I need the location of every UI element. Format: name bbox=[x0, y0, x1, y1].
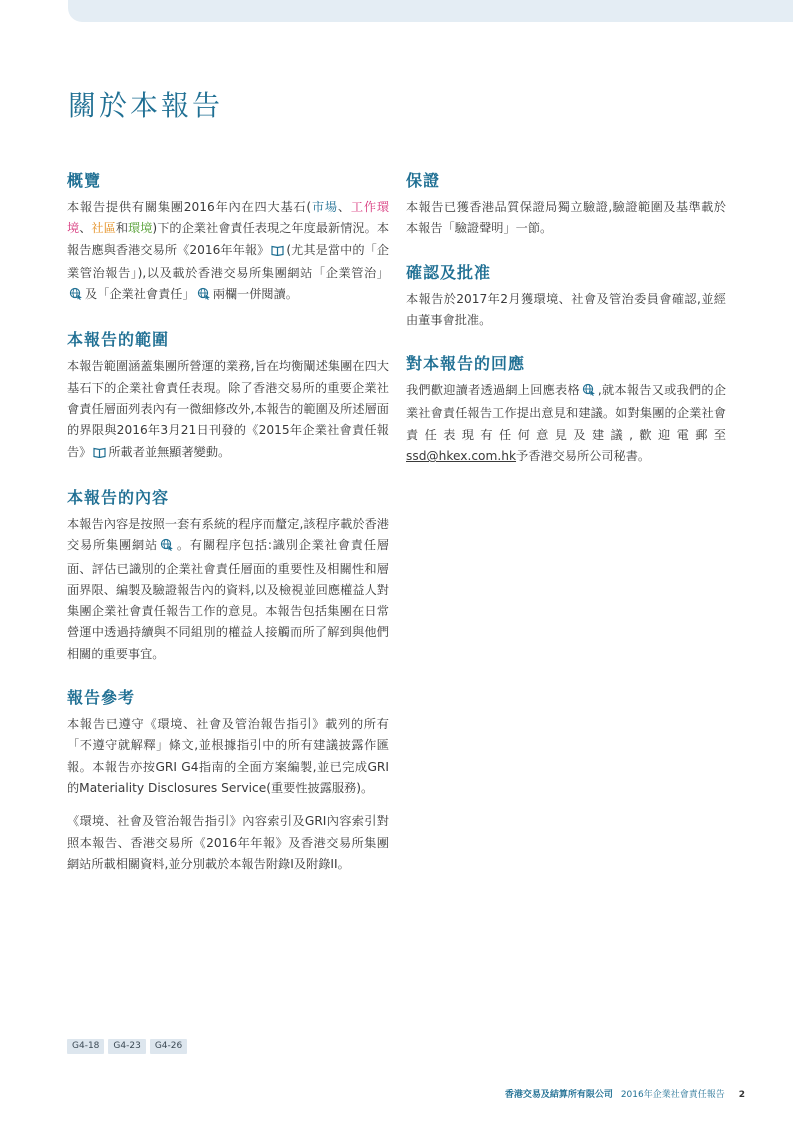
pillar-market: 市場 bbox=[311, 200, 338, 214]
overview-text bbox=[67, 197, 389, 307]
right-column bbox=[406, 168, 726, 487]
gri-tag: G4-26 bbox=[150, 1039, 187, 1054]
section-feedback bbox=[406, 351, 726, 467]
footer-report-title: 2016年企業社會責任報告 bbox=[620, 1090, 725, 1100]
overview-sep: 、 bbox=[79, 221, 92, 236]
gri-tag: G4-23 bbox=[108, 1039, 145, 1054]
reference-text-2: 《環境、社會及管治報告指引》內容索引及GRI內容索引對照本報告、香港交易所《2016年年報》及香港交易所集團網站所載相關資料,並分別載於本報告附錄I及附錄II。 bbox=[67, 814, 389, 871]
book-icon[interactable] bbox=[93, 444, 106, 465]
footer bbox=[505, 1087, 745, 1100]
assurance-heading: 保證 bbox=[406, 171, 441, 190]
web-globe-icon[interactable] bbox=[69, 286, 83, 307]
overview-text-part: 兩欄一併閱讀。 bbox=[212, 287, 298, 302]
email-link[interactable]: ssd@hkex.com.hk bbox=[406, 449, 517, 464]
overview-sep: 、 bbox=[337, 200, 351, 214]
feedback-heading: 對本報告的回應 bbox=[406, 354, 526, 374]
book-icon[interactable] bbox=[271, 242, 284, 263]
reference-text-1: 本報告已遵守《環境、社會及管治報告指引》載列的所有「不遵守就解釋」條文,並根據指引中的所有建議披露作匯報。本報告亦按GRI G4指南的全面方案編製,並已完成GRI的Materiality Disclosures Service(重要性披露服務)。 bbox=[67, 717, 389, 795]
footer-company: 香港交易及結算所有限公司 bbox=[504, 1090, 613, 1100]
overview-text-part: 本報告提供有關集團2016年內在四大基石( bbox=[67, 200, 312, 214]
web-globe-icon[interactable] bbox=[160, 537, 174, 558]
scope-text-part: 所載者並無顯著變動。 bbox=[108, 444, 231, 459]
overview-and: 和 bbox=[115, 221, 129, 236]
reference-heading: 報告參考 bbox=[67, 688, 136, 708]
top-band bbox=[68, 0, 793, 22]
section-assurance bbox=[406, 168, 726, 240]
page-number: 2 bbox=[738, 1090, 745, 1100]
section-reference bbox=[67, 685, 389, 875]
content-text-part: 本報告內容是按照一套有系統的程序而釐定,該程序載於香港交易所集團網站 bbox=[67, 516, 389, 553]
overview-text-part: )下的企業社會責任表現之年度最新情況。本報告應與香港交易所《2016年年報》 bbox=[67, 221, 390, 257]
overview-text-part: 及「企業社會責任」 bbox=[85, 287, 195, 302]
scope-text bbox=[67, 356, 389, 464]
section-scope bbox=[67, 327, 389, 464]
gri-tags bbox=[67, 1039, 187, 1054]
web-globe-icon[interactable] bbox=[197, 286, 211, 307]
content-heading: 本報告的內容 bbox=[67, 487, 170, 507]
pillar-workplace: 工作環境 bbox=[67, 200, 390, 236]
feedback-text-part: ,就本報告又或我們的企業社會責任報告工作提出意見和建議。如對集團的企業社會責任表現有任何意見及建議,歡迎電郵至 bbox=[406, 383, 726, 442]
approval-text: 本報告於2017年2月獲環境、社會及管治委員會確認,並經由董事會批准。 bbox=[406, 291, 726, 327]
web-globe-icon[interactable] bbox=[582, 382, 596, 403]
section-approval bbox=[406, 260, 726, 332]
section-content bbox=[67, 485, 389, 665]
feedback-text bbox=[406, 380, 726, 467]
scope-text-part: 本報告範圍涵蓋集團所營運的業務,旨在均衡闡述集團在四大基石下的企業社會責任表現。除了香港交易所的重要企業社會責任層面列表內有一微細修改外,本報告的範圍及所述層面的界限與2016年3月21日刊發的《2015年企業社會責任報告》 bbox=[67, 359, 389, 459]
page-title: 關於本報告 bbox=[68, 89, 224, 122]
content-text-part: 。有關程序包括:識別企業社會責任層面、評估已識別的企業社會責任層面的重要性及相關性和層面界限、編製及驗證報告內的資料,以及檢視並回應權益人對集團企業社會責任報告工作的意見。本報告包括集團在日常營運中透過持續與不同組別的權益人接觸而所了解到與他們相關的重要事宜。 bbox=[67, 538, 390, 661]
feedback-text-part: 我們歡迎讀者透過網上回應表格 bbox=[406, 383, 580, 398]
section-overview bbox=[67, 168, 389, 307]
gri-tag: G4-18 bbox=[67, 1039, 104, 1054]
overview-text-part: (尤其是當中的「企業管治報告」),以及載於香港交易所集團網站「企業管治」 bbox=[67, 242, 389, 280]
feedback-text-part: 予香港交易所公司秘書。 bbox=[516, 449, 651, 464]
content-text bbox=[67, 514, 389, 665]
scope-heading: 本報告的範圍 bbox=[67, 330, 170, 350]
pillar-community: 社區 bbox=[91, 221, 116, 236]
pillar-environment: 環境 bbox=[128, 221, 153, 236]
approval-heading: 確認及批准 bbox=[406, 262, 492, 282]
overview-heading: 概覽 bbox=[67, 171, 102, 190]
left-column bbox=[67, 168, 389, 895]
assurance-text: 本報告已獲香港品質保證局獨立驗證,驗證範圍及基準載於本報告「驗證聲明」一節。 bbox=[406, 200, 726, 236]
